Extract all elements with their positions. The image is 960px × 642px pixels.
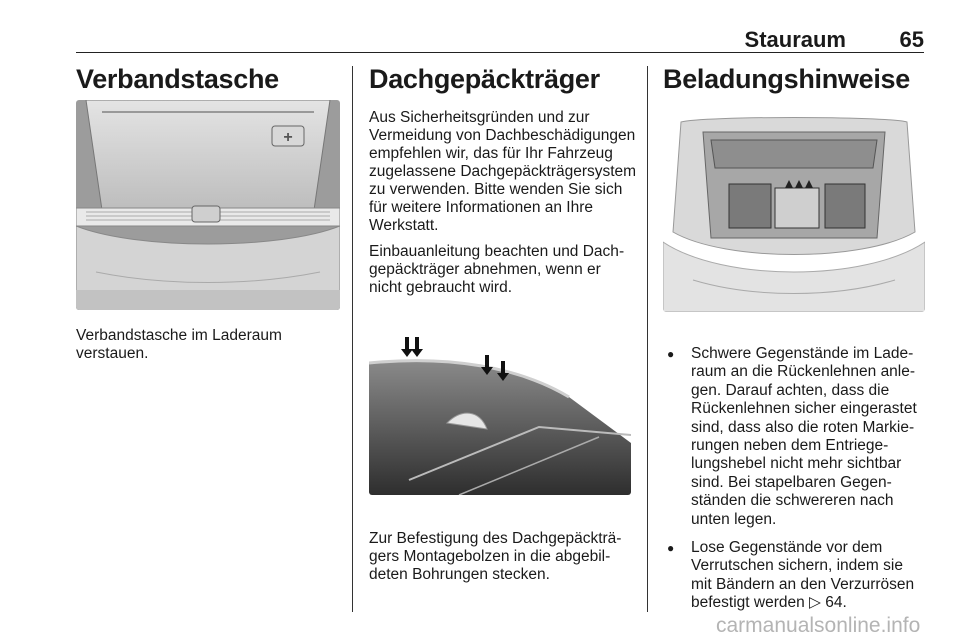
heading-roof-rack: Dachgepäckträger bbox=[369, 64, 600, 94]
list-item: ● Lose Gegenstände vor dem Verrutschen sichern, indem sie mit Bändern an den Verzurrösen befestigt werden ▷ 64. bbox=[663, 539, 925, 613]
column-roof-rack bbox=[369, 62, 637, 297]
first-aid-kit-illustration bbox=[76, 100, 340, 310]
watermark: carmanualsonline.info bbox=[716, 614, 921, 637]
roof-rack-paragraph-1: Aus Sicherheitsgründen und zur Vermeidung von Dachbeschädigungen empfehlen wir, das für Ihr Fahrzeug zugelassene Dachgepäckträgersystem zu verwenden. Bitte wenden Sie sich für weitere Informationen an Ihre Werkstatt. bbox=[369, 109, 637, 234]
first-aid-caption-block bbox=[76, 327, 340, 363]
column-divider bbox=[352, 66, 353, 612]
roof-rack-illustration bbox=[369, 305, 631, 495]
roof-rack-caption-block bbox=[369, 530, 637, 584]
cargo-loading-illustration bbox=[663, 112, 925, 312]
column-divider bbox=[647, 66, 648, 612]
roof-rack-caption: Zur Befestigung des Dachgepäckträgers Montagebolzen in die abgebildeten Bohrungen stecken. bbox=[369, 530, 622, 583]
first-aid-caption: Verbandstasche im Laderaum verstauen. bbox=[76, 327, 282, 362]
column-loading bbox=[663, 62, 925, 96]
roof-rack-paragraph-2: Einbauanleitung beachten und Dachgepäckträger abnehmen, wenn er nicht gebraucht wird. bbox=[369, 243, 625, 296]
heading-first-aid: Verbandstasche bbox=[76, 64, 279, 94]
loading-bullets bbox=[663, 345, 925, 623]
section-title: Stauraum bbox=[744, 27, 846, 52]
list-item: ● Schwere Gegenstände im Laderaum an die Rückenlehnen anlegen. Darauf achten, dass die Rückenlehnen sicher eingerastet sind, dass also die roten Markierungen neben dem Entriegelungshebel nicht mehr sichtbar sind. Bei stapelbaren Gegenständen die schwereren nach unten legen. bbox=[663, 345, 925, 529]
svg-text:+: + bbox=[283, 129, 293, 146]
page-number: 65 bbox=[899, 27, 924, 52]
heading-loading: Beladungshinweise bbox=[663, 64, 910, 94]
column-first-aid bbox=[76, 62, 340, 96]
page-header bbox=[76, 26, 924, 53]
